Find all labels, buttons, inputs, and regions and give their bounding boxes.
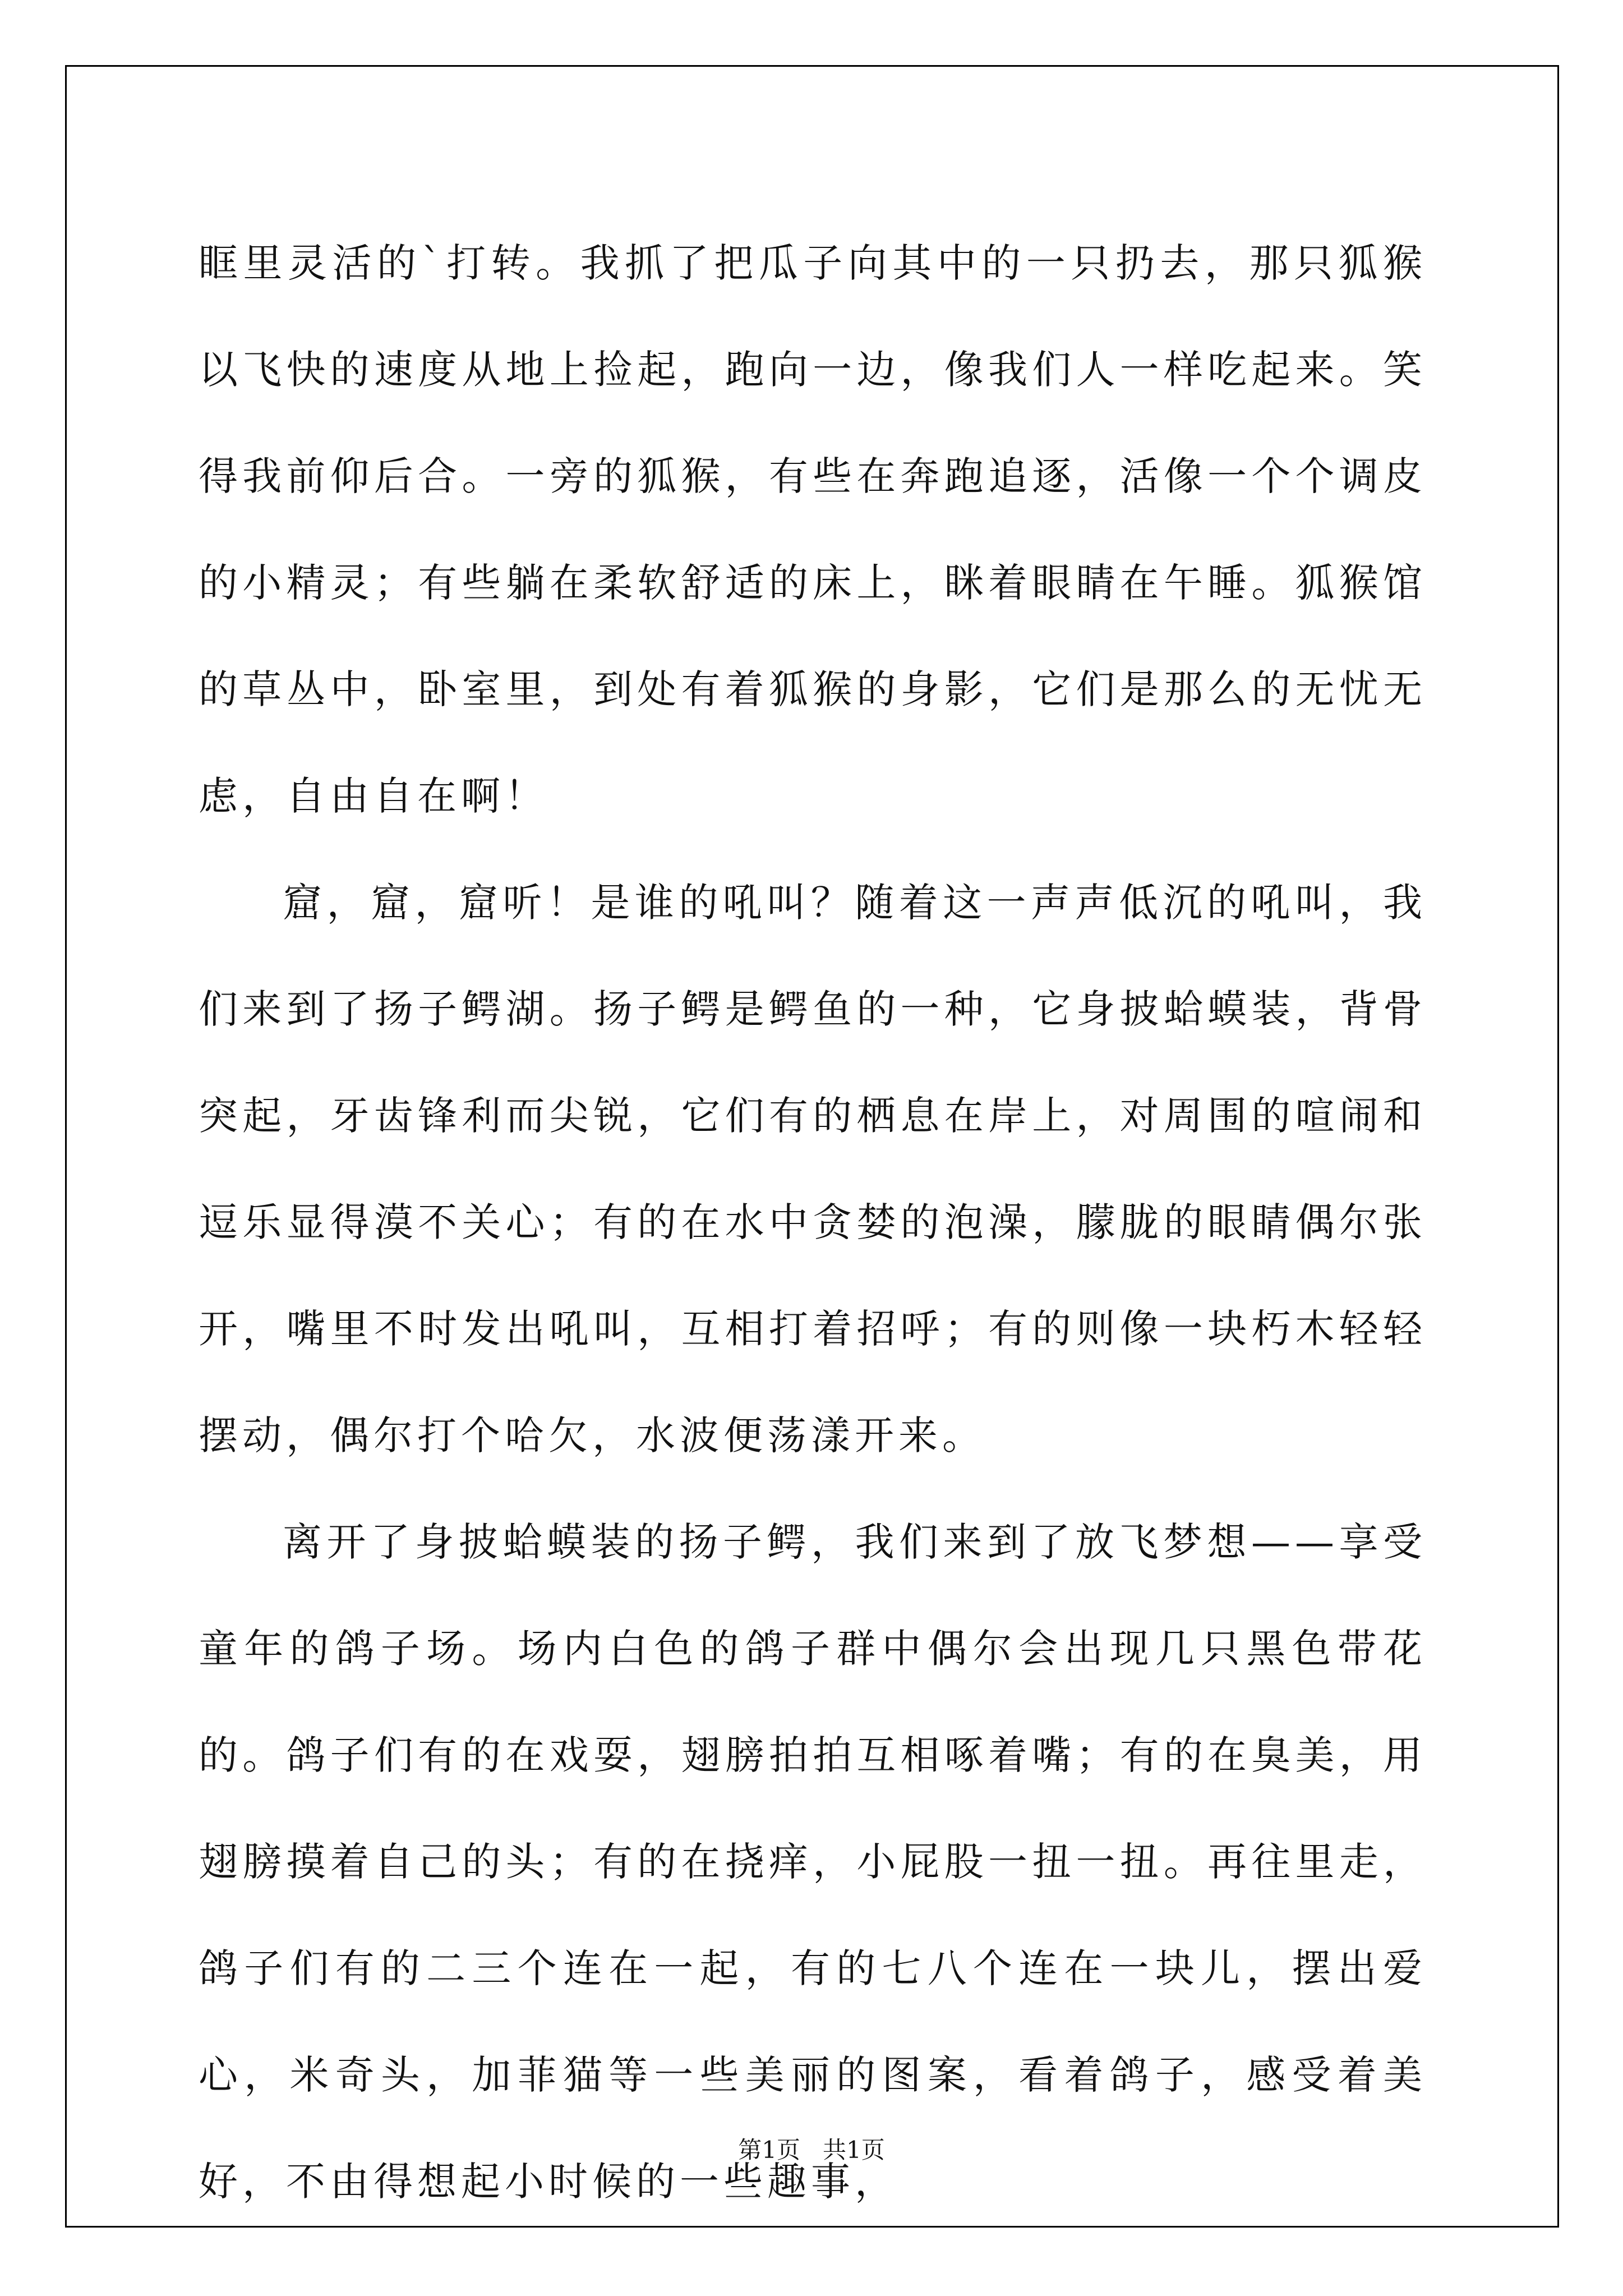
paragraph-1: 眶里灵活的`打转。我抓了把瓜子向其中的一只扔去，那只狐猴以飞快的速度从地上捡起，跑向一边，像我们人一样吃起来。笑得我前仰后合。一旁的狐猴，有些在奔跑追逐，活像一个个调皮的小精灵；有些躺在柔软舒适的床上，眯着眼睛在午睡。狐猴馆的草丛中，卧室里，到处有着狐猴的身影，它们是那么的无忧无虑，自由自在啊！ <box>199 240 1427 819</box>
paragraph-2: 窟，窟，窟听！是谁的吼叫？随着这一声声低沉的吼叫，我们来到了扬子鳄湖。扬子鳄是鳄鱼的一种，它身披蛤蟆装，背骨突起，牙齿锋利而尖锐，它们有的栖息在岸上，对周围的喧闹和逗乐显得漠不关心；有的在水中贪婪的泡澡，朦胧的眼睛偶尔张开，嘴里不时发出吼叫，互相打着招呼；有的则像一块朽木轻轻摆动，偶尔打个哈欠，水波便荡漾开来。 <box>199 880 1427 1458</box>
page-total: 共1页 <box>823 2136 885 2164</box>
paragraph-3: 离开了身披蛤蟆装的扬子鳄，我们来到了放飞梦想——享受童年的鸽子场。场内白色的鸽子群中偶尔会出现几只黑色带花的。鸽子们有的在戏耍，翅膀拍拍互相啄着嘴；有的在臭美，用翅膀摸着自己的头；有的在挠痒，小屁股一扭一扭。再往里走，鸽子们有的二三个连在一起，有的七八个连在一块儿，摆出爱心，米奇头，加菲猫等一些美丽的图案，看着鸽子，感受着美好，不由得想起小时候的一些趣事， <box>199 1519 1427 2205</box>
page-footer <box>0 2132 1623 2165</box>
page-number: 第1页 <box>738 2136 800 2164</box>
document-body <box>199 210 1427 2235</box>
